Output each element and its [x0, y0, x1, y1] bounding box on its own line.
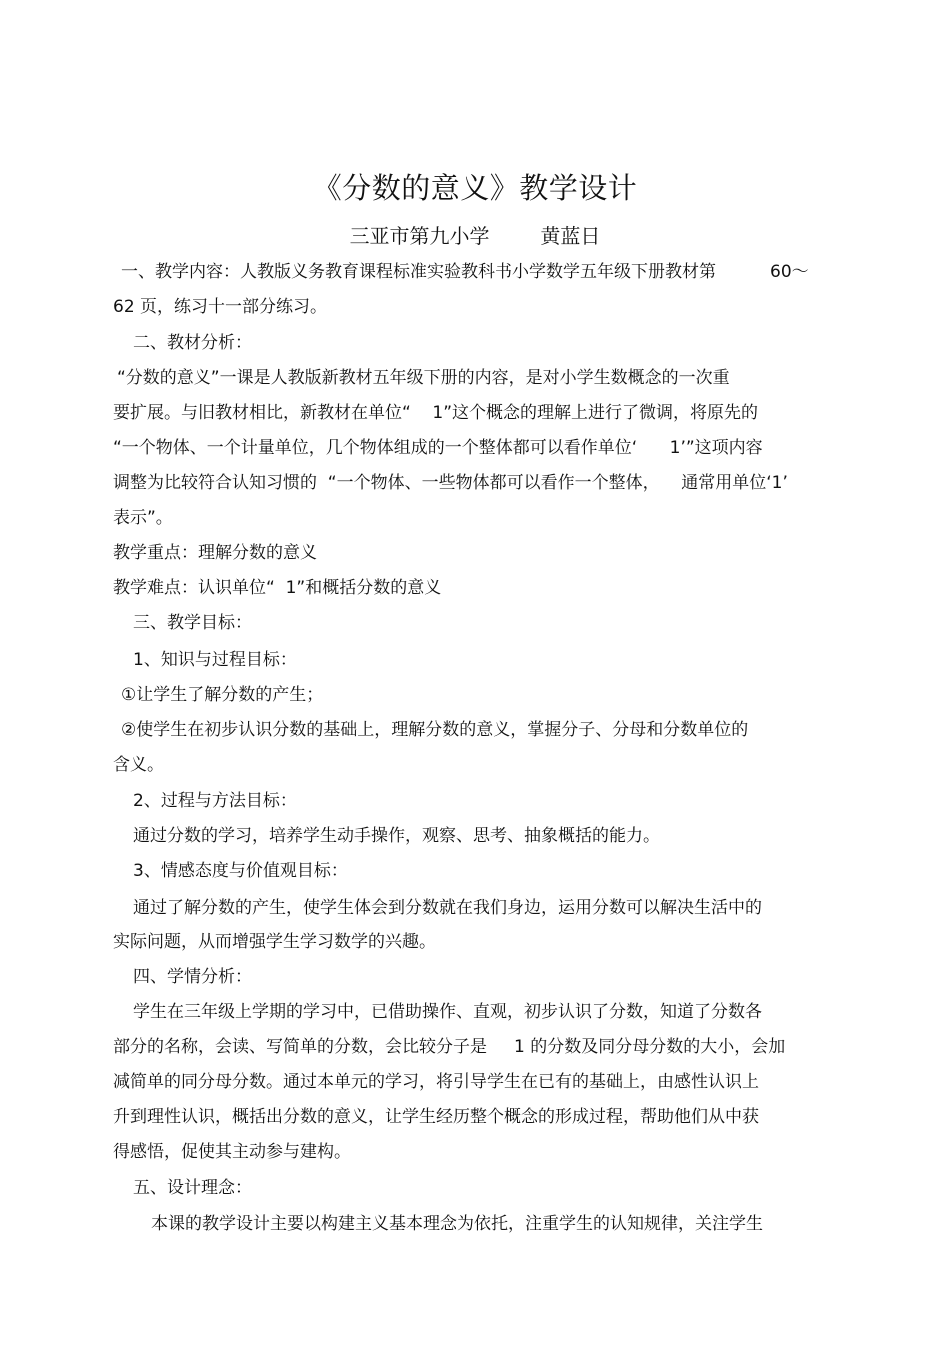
paragraph-line: 减简单的同分母分数。通过本单元的学习，将引导学生在已有的基础上，由感性认识上 [113, 1072, 759, 1092]
paragraph-line: “分数的意义”一课是人教版新教材五年级下册的内容，是对小学生数概念的一次重 [117, 368, 730, 388]
teaching-focus: 教学重点：理解分数的意义 [113, 543, 317, 563]
paragraph-line: “一个物体、一个计量单位，几个物体组成的一个整体都可以看作单位‘ 1’”这项内容 [113, 438, 763, 458]
paragraph-line: 通过分数的学习，培养学生动手操作，观察、思考、抽象概括的能力。 [133, 826, 660, 846]
paragraph-line: 部分的名称，会读、写简单的分数，会比较分子是 1 的分数及同分母分数的大小，会加 [113, 1037, 786, 1057]
section-3-heading: 三、教学目标： [133, 613, 252, 633]
paragraph-line: 实际问题，从而增强学生学习数学的兴趣。 [113, 932, 436, 952]
section-4-heading: 四、学情分析： [133, 967, 252, 987]
subsection-heading: 2、过程与方法目标： [133, 791, 297, 811]
paragraph-line: 本课的教学设计主要以构建主义基本理念为依托，注重学生的认知规律，关注学生 [151, 1214, 763, 1234]
paragraph-line: 升到理性认识，概括出分数的意义，让学生经历整个概念的形成过程，帮助他们从中获 [113, 1107, 759, 1127]
paragraph-line: 学生在三年级上学期的学习中，已借助操作、直观，初步认识了分数，知道了分数各 [133, 1002, 762, 1022]
section-1-heading: 一、教学内容：人教版义务教育课程标准实验教科书小学数学五年级下册教材第 60～ [121, 262, 809, 282]
section-5-heading: 五、设计理念： [133, 1178, 252, 1198]
subsection-heading: 3、情感态度与价值观目标： [133, 861, 348, 881]
paragraph-line: 要扩展。与旧教材相比，新教材在单位“ 1”这个概念的理解上进行了微调，将原先的 [113, 403, 759, 423]
paragraph-line: 得感悟，促使其主动参与建构。 [113, 1142, 351, 1162]
section-1-continuation: 62 页，练习十一部分练习。 [113, 297, 328, 317]
paragraph-line: 调整为比较符合认知习惯的 “一个物体、一些物体都可以看作一个整体， 通常用单位‘1’ [113, 473, 788, 493]
list-item: ②使学生在初步认识分数的基础上，理解分数的意义，掌握分子、分母和分数单位的 [121, 720, 749, 740]
teaching-difficulty: 教学难点：认识单位“ 1”和概括分数的意义 [113, 578, 442, 598]
author-byline: 三亚市第九小学 黄蓝日 [349, 224, 601, 248]
list-item: ①让学生了解分数的产生； [121, 685, 324, 705]
paragraph-line: 含义。 [113, 755, 164, 775]
paragraph-line: 通过了解分数的产生，使学生体会到分数就在我们身边，运用分数可以解决生活中的 [133, 898, 762, 918]
document-title: 《分数的意义》教学设计 [312, 171, 638, 205]
subsection-heading: 1、知识与过程目标： [133, 650, 297, 670]
section-2-heading: 二、教材分析： [133, 333, 252, 353]
paragraph-line: 表示”。 [113, 508, 173, 528]
